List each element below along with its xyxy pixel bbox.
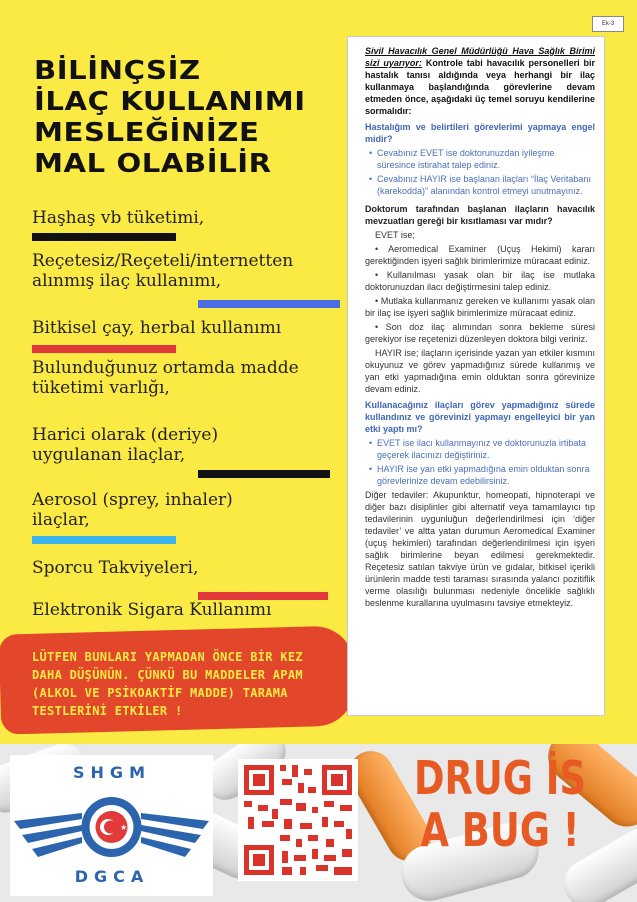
shgm-logo — [10, 755, 213, 896]
q3-bullet-1: • EVET ise ilacı kullanmayınız ve doktorunuzla irtibata geçerek ilacınızı değiştiriniz. — [369, 438, 586, 460]
q2-point-4: • Son doz ilaç alımından sonra bekleme süresi gerekiyor ise reçetenizi düzenleyen doktora bilgi veriniz. — [365, 322, 595, 344]
q2-evet: EVET ise; — [375, 230, 415, 240]
headline — [34, 56, 334, 180]
q3-bullet-2: • HAYIR ise yan etki yapmadığına emin olduktan sonra görevlerinize devam edebilirsiniz. — [369, 464, 590, 486]
logo-bottom-text: DGCA — [74, 867, 150, 886]
underline-cyan — [32, 536, 176, 544]
slogan — [404, 752, 596, 856]
item-ecigarette: Elektronik Sigara Kullanımı — [32, 600, 272, 620]
headline-line-4: MAL OLABİLİR — [34, 149, 272, 179]
q2-point-2: • Kullanılması yasak olan bir ilaç ise mutlaka doktorunuzdan ilacı değiştirmesini talep ediniz. — [365, 270, 595, 292]
corner-tag: Ek-3 — [592, 16, 624, 32]
warning-text: LÜTFEN BUNLARI YAPMADAN ÖNCE BİR KEZ DAHA DÜŞÜNÜN. ÇÜNKÜ BU MADDELER APAM (ALKOL VE PSİKOAKTİF MADDE) TARAMA TESTLERİNİ ETKİLER ! — [32, 650, 303, 718]
q2-point-3: • Mutlaka kullanmanız gereken ve kullanımı yasak olan bir ilaç ise işyeri sağlık birimlerimize müracaat ediniz. — [365, 296, 595, 318]
item-topical: Harici olarak (deriye) uygulanan ilaçlar, — [32, 425, 219, 465]
q1-bullet-2: • Cevabınız HAYIR ise başlanan ilaçları “İlaç Veritabanı (karekodda)” alanından kontrol etmeyi unutmayınız. — [369, 174, 591, 196]
item-poppy: Haşhaş vb tüketimi, — [32, 208, 205, 228]
question-1: Hastalığım ve belirtileri görevlerimi yapmaya engel midir? — [365, 122, 595, 144]
slogan-line-2: A BUG ! — [420, 803, 580, 857]
panel-intro: Sivil Havacılık Genel Müdürlüğü Hava Sağlık Birimi sizi uyarıyor: Kontrole tabi havacılık personelleri bir hastalık tanısı aldığında veya herhangi bir ilaç kullanmaya başlandığında görevlerine devam etmeden önce, aşağıdaki üç temel soruyu kendilerine sormalıdır: — [365, 46, 595, 116]
info-panel — [347, 36, 605, 716]
underline-black-2 — [198, 470, 330, 478]
q2-point-1: • Aeromedical Examiner (Uçuş Hekimi) kararı gerektiğinden işyeri sağlık birimlerimize müracaat ediniz. — [365, 244, 595, 266]
underline-red-2 — [198, 592, 328, 600]
item-aerosol: Aerosol (sprey, inhaler) ilaçlar, — [32, 490, 233, 530]
headline-line-1: BİLİNÇSİZ — [34, 56, 201, 86]
headline-line-2: İLAÇ KULLANIMI — [34, 87, 306, 117]
slogan-line-1: DRUG İS — [414, 751, 586, 805]
underline-red — [32, 345, 176, 353]
q1-bullet-1: • Cevabınız EVET ise doktorunuzdan iyileşme süresince istirahat talep ediniz. — [369, 148, 555, 170]
item-environment: Bulunduğunuz ortamda madde tüketimi varlığı, — [32, 358, 299, 398]
item-prescription: Reçetesiz/Reçeteli/internetten alınmış ilaç kullanımı, — [32, 251, 294, 291]
item-supplements: Sporcu Takviyeleri, — [32, 558, 199, 578]
qr-code-icon — [238, 759, 358, 881]
question-3: Kullanacağınız ilaçları görev yapmadığınız sürede kullandınız ve görevinizi yapmayı engelleyici bir yan etki yaptı mı? — [365, 400, 595, 434]
qr-code[interactable] — [238, 759, 358, 881]
underline-black — [32, 233, 176, 241]
underline-blue — [198, 300, 340, 308]
panel-footer: Diğer tedaviler: Akupunktur, homeopati, hipnoterapi ve diğer bazı disiplinler gibi alternatif veya tamamlayıcı tıp tedavilerinin uygunluğun değerlendirilmesi için ‘diğer tedaviler’ ve altta yatan durumun Aeromedical Examiner (uçuş hekimleri) tarafından değerlendirilmesi için işyeri sağlık birimlerine beyan edilmesi gerekmektedir. Reçetesiz satılan takviye ürün ve gıdalar, bitkisel içerikli ürünlerin madde testi taraması sırasında yalancı pozitiflik verme olasılığı bulunması nedeniyle öncelikle sağlıklı beslenme kurallarına uyulmasını tavsiye etmekteyiz. — [365, 490, 595, 608]
question-2: Doktorum tarafından başlanan ilaçların havacılık mevzuatları gereği bir kısıtlaması var mıdır? — [365, 204, 595, 226]
svg-text:★: ★ — [120, 823, 128, 832]
headline-line-3: MESLEĞİNİZE — [34, 118, 260, 148]
logo-top-text: SHGM — [73, 763, 151, 782]
q2-hayir: HAYIR ise; ilaçların içerisinde yazan yan etkiler kısmını okuyunuz ve görev yapmadığınız sürede kullanmış ve yan etki yapmadığına emin olduktan sonra görevinize devam ediniz. — [365, 348, 595, 394]
item-herbal: Bitkisel çay, herbal kullanımı — [32, 318, 282, 338]
